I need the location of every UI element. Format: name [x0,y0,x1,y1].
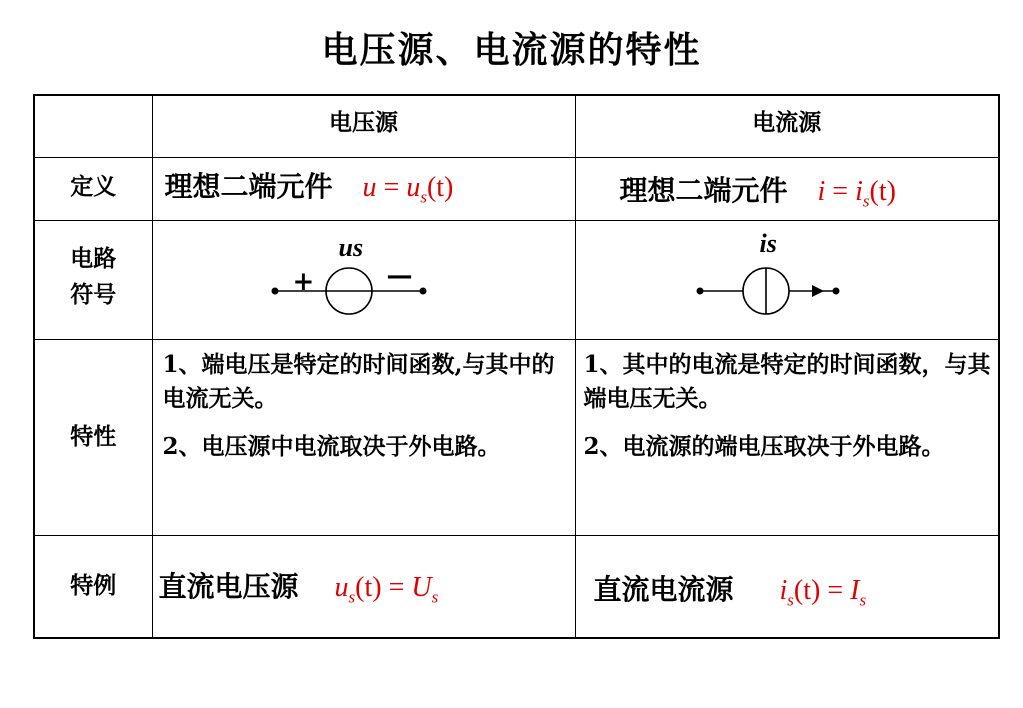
voltage-definition-text: 理想二端元件 [164,169,333,203]
current-characteristics-cell [575,339,999,535]
voltage-minus-sign: — [386,260,413,291]
current-symbol-label: is [759,228,777,258]
voltage-special-text: 直流电压源 [158,569,299,603]
voltage-characteristic-2: 2、电压源中电流取决于外电路。 [162,432,501,460]
characteristics-row [34,339,999,535]
voltage-characteristics-cell [152,339,575,535]
corner-cell [34,95,152,157]
current-source-symbol [676,221,976,339]
symbol-row [34,220,999,339]
voltage-plus-sign: + [292,266,315,297]
definition-row [34,157,999,220]
row-label-characteristics: 特性 [70,423,117,450]
row-label-symbol-line2: 符号 [70,280,117,308]
voltage-symbol-cell [152,220,575,339]
comparison-table [33,94,1000,639]
current-special-text: 直流电流源 [593,572,734,606]
current-definition-cell [575,157,999,220]
header-voltage-source: 电压源 [152,95,575,157]
row-label-special: 特例 [70,572,117,600]
current-definition-text: 理想二端元件 [619,173,788,207]
special-case-row [34,535,999,638]
current-special-formula: $i_s(t) = I_s$ [779,574,867,610]
current-definition-formula: $i = i_s(t)$ [817,175,896,211]
page-title: 电压源、电流源的特性 [321,29,702,71]
voltage-characteristic-1: 1、端电压是特定的时间函数,与其中的电流无关。 [162,350,555,412]
current-symbol-cell [575,220,999,339]
voltage-definition-formula: $u = u_s(t)$ [362,171,454,207]
voltage-special-cell [152,535,575,638]
voltage-symbol-label: us [338,232,364,262]
row-label-symbol-line1: 电路 [70,244,117,272]
header-current-source: 电流源 [575,95,999,157]
current-characteristic-1: 1、其中的电流是特定的时间函数，与其端电压无关。 [583,350,991,412]
current-characteristic-2: 2、电流源的端电压取决于外电路。 [583,432,945,460]
current-special-cell [575,535,999,638]
voltage-definition-cell [152,157,575,220]
row-label-definition: 定义 [70,172,117,200]
voltage-special-formula: $u_s(t) = U_s$ [334,571,439,607]
table-header-row [34,95,999,157]
